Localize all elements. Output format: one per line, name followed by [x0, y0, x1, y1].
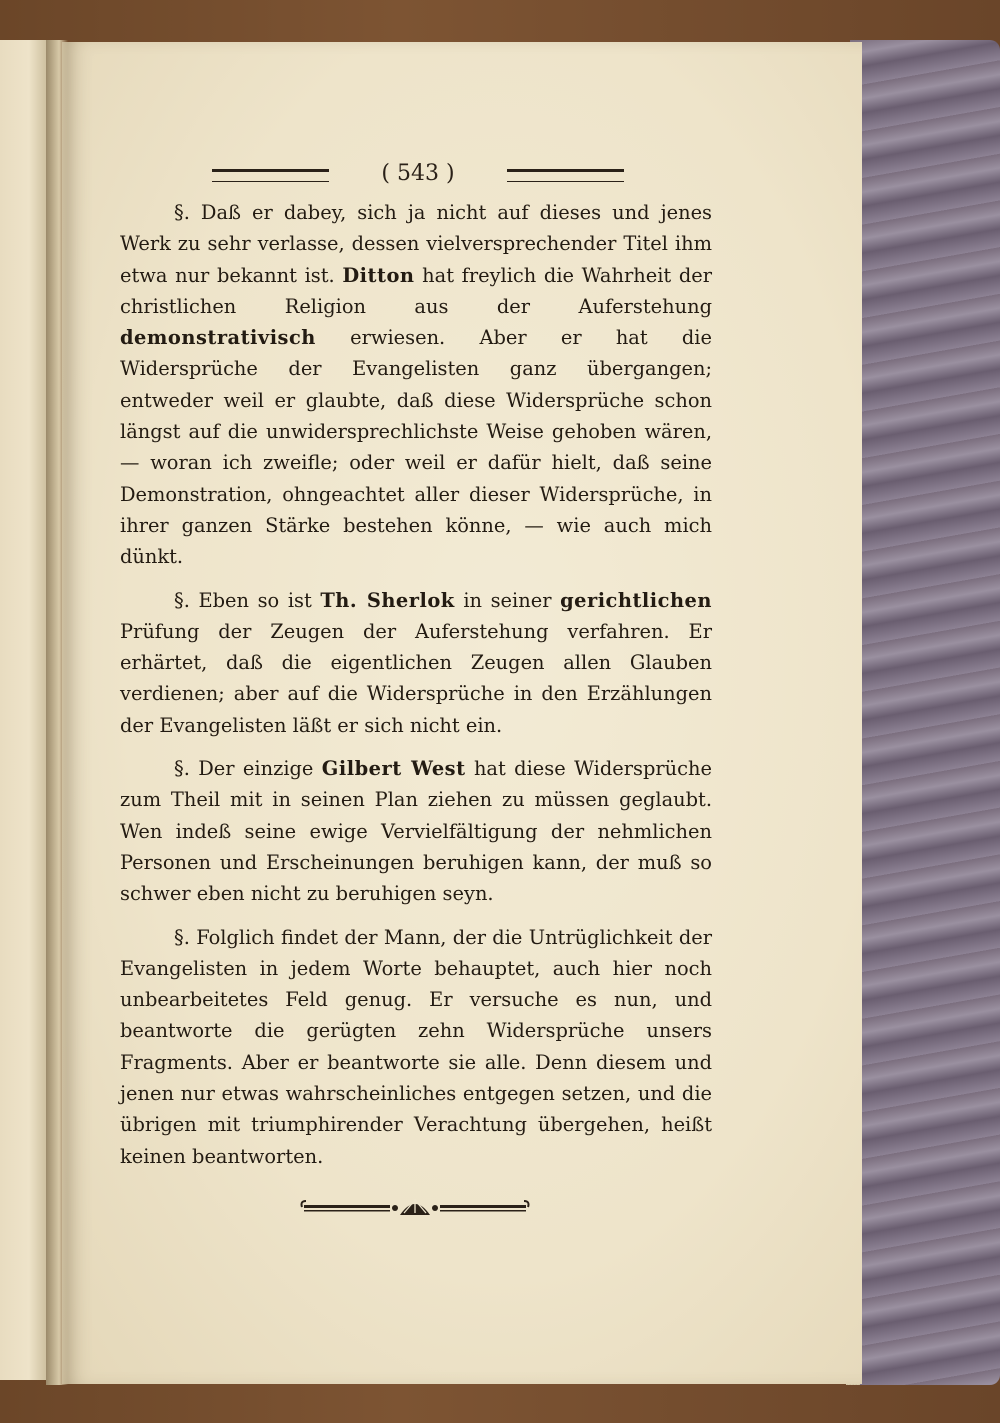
paragraph-text: §. Daß er dabey, sich ja nicht auf dieses und jenes Werk zu sehr verlasse, dessen vielversprechender Titel ihm etwa nur bekannt ist. — [120, 201, 712, 287]
paragraph-4 — [120, 922, 712, 1172]
paragraph-text: hat diese Widersprüche zum Theil mit in seinen Plan ziehen zu müssen geglaubt. Wen indeß seine ewige Vervielfältigung der nehmlichen Personen und Erscheinungen beruhigen kann, der muß so schwer eben nicht zu beruhigen seyn. — [120, 757, 712, 906]
emphasized-name-west: Gilbert West — [321, 757, 466, 781]
paragraph-text: §. Der einzige — [174, 757, 322, 781]
marbled-cover-edge — [850, 40, 1000, 1385]
book-page — [62, 42, 862, 1384]
left-page-edge — [0, 40, 50, 1380]
header-rule-right — [507, 169, 624, 182]
paragraph-text: in seiner — [454, 588, 561, 612]
page-header — [212, 160, 624, 190]
paragraph-text: erwiesen. Aber er hat die Widersprüche der Evangelisten ganz übergangen; entweder weil er glaubte, daß diese Widersprüche schon längst auf die unwidersprechlichste Weise gehoben wären, — woran ich zweifle; oder weil er dafür hielt, daß seine Demonstration, ohngeachtet aller dieser Widersprüche, in ihrer ganzen Stärke bestehen könne, — wie auch mich dünkt. — [120, 326, 712, 569]
page-gutter-shadow — [46, 40, 68, 1385]
ornamental-tailpiece — [300, 1195, 530, 1221]
paragraph-text: hat freylich die Wahrheit der christlichen Religion aus der Auferstehung — [120, 263, 712, 318]
paragraph-text: Prüfung der Zeugen der Auferstehung verfahren. Er erhärtet, daß die eigentlichen Zeugen allen Glauben verdienen; aber auf die Widersprüche in den Erzählungen der Evangelisten läßt er sich nicht ein. — [120, 619, 712, 737]
page-body — [120, 197, 712, 1184]
emphasized-name-sherlok: Th. Sherlok — [320, 588, 455, 612]
emphasized-name-ditton: Ditton — [342, 263, 415, 287]
emphasized-term-gerichtlichen: gerichtlichen — [560, 588, 712, 612]
paragraph-1 — [120, 197, 712, 573]
paragraph-2 — [120, 585, 712, 741]
page-number: ( 543 ) — [381, 161, 455, 186]
emphasized-term-demonstrativisch: demonstrativisch — [120, 326, 316, 350]
paragraph-text: §. Folglich findet der Mann, der die Untrüglichkeit der Evangelisten in jedem Worte behauptet, auch hier noch unbearbeitetes Feld genug. Er versuche es nun, und beantworte die gerügten zehn Widersprüche unsers Fragments. Aber er beantworte sie alle. Denn diesem und jenen nur etwas wahrscheinliches entgegen setzen, und die übrigen mit triumphirender Verachtung übergehen, heißt keinen beantworten. — [120, 925, 712, 1168]
paragraph-text: §. Eben so ist — [174, 588, 321, 612]
paragraph-3 — [120, 753, 712, 909]
